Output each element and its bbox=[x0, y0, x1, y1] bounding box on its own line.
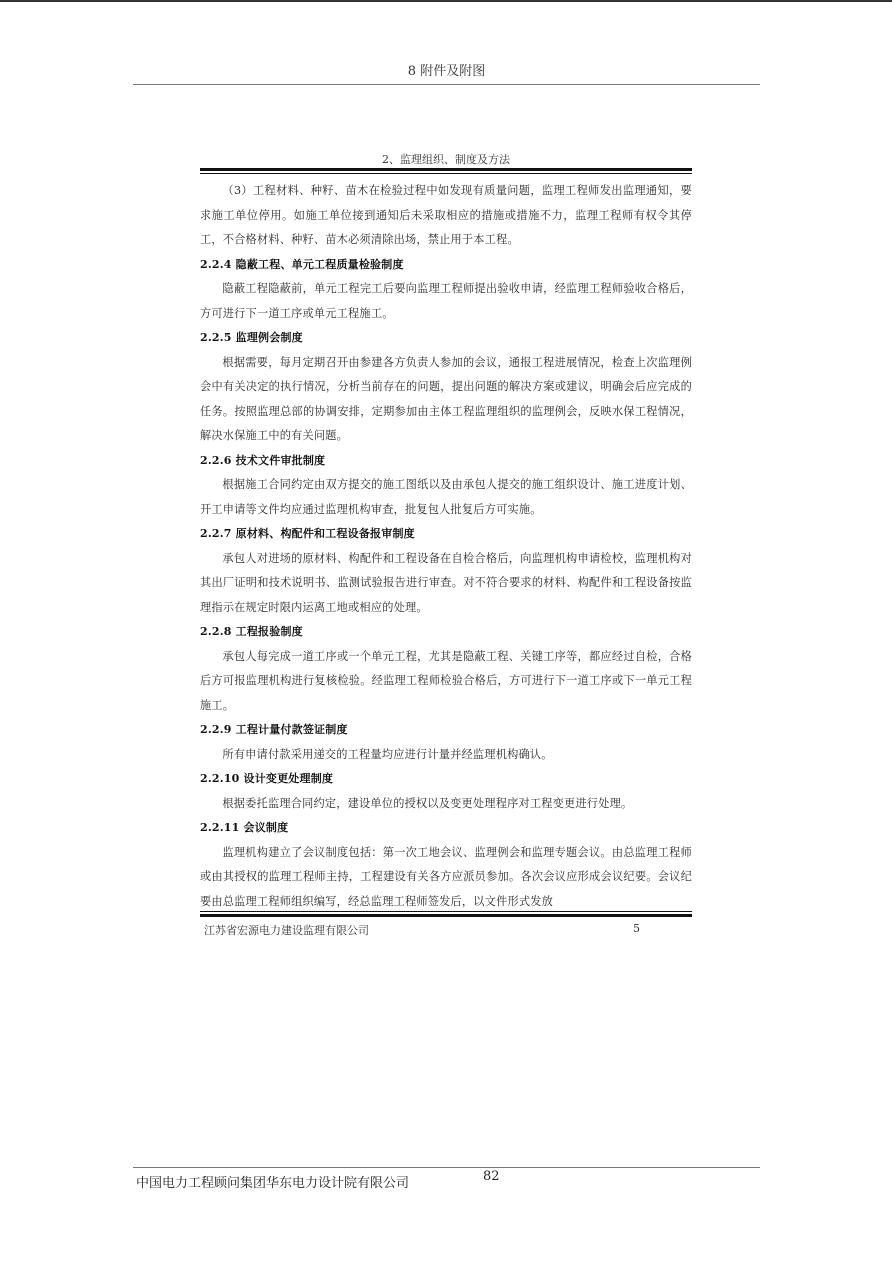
section-text-2-2-5: 根据需要，每月定期召开由参建各方负责人参加的会议，通报工程进展情况，检查上次监理例会中有关决定的执行情况，分析当前存在的问题，提出问题的解决方案或建议，明确会后应完成的任务。按照监理总部的协调安排，定期参加由主体工程监理组织的监理例会，反映水保工程情况，解决水保施工中的有关问题。 bbox=[200, 355, 692, 442]
section-title-2-2-7: 2.2.7 原材料、构配件和工程设备报审制度 bbox=[200, 527, 415, 540]
inner-page-header: 2、监理组织、制度及方法 bbox=[382, 153, 510, 166]
section-title-2-2-5: 2.2.5 监理例会制度 bbox=[200, 331, 303, 344]
section-title-2-2-8: 2.2.8 工程报验制度 bbox=[200, 625, 303, 638]
outer-footer-company: 中国电力工程顾问集团华东电力设计院有限公司 bbox=[136, 1176, 410, 1191]
outer-header-text: 8 附件及附图 bbox=[407, 64, 486, 79]
header-thin-rule bbox=[200, 173, 692, 174]
section-title-2-2-10: 2.2.10 设计变更处理制度 bbox=[200, 772, 334, 785]
intro-paragraph: （3）工程材料、种籽、苗木在检验过程中如发现有质量问题，监理工程师发出监理通知，要求施工单位停用。如施工单位接到通知后未采取相应的措施或措施不力，监理工程师有权令其停工，不合格材料、种籽、苗木必须清除出场，禁止用于本工程。 bbox=[200, 184, 692, 246]
outer-page-number: 82 bbox=[483, 1169, 500, 1184]
footer-thin-rule bbox=[200, 911, 692, 912]
inner-footer-company: 江苏省宏源电力建设监理有限公司 bbox=[204, 924, 369, 937]
inner-footer-rule bbox=[200, 911, 692, 917]
footer-thick-rule bbox=[200, 914, 692, 917]
inner-page-number: 5 bbox=[633, 922, 640, 935]
section-title-2-2-6: 2.2.6 技术文件审批制度 bbox=[200, 453, 326, 467]
section-title-2-2-4: 2.2.4 隐蔽工程、单元工程质量检验制度 bbox=[200, 257, 404, 271]
section-title-2-2-9: 2.2.9 工程计量付款签证制度 bbox=[200, 723, 348, 736]
outer-footer-rule bbox=[133, 1167, 760, 1168]
section-title-2-2-11: 2.2.11 会议制度 bbox=[200, 821, 289, 834]
document-body bbox=[200, 179, 692, 914]
page-top-border bbox=[0, 0, 892, 2]
section-text-2-2-6: 根据施工合同约定由双方提交的施工图纸以及由承包人提交的施工组织设计、施工进度计划、开工申请等文件均应通过监理机构审查，批复包人批复后方可实施。 bbox=[200, 478, 692, 516]
section-text-2-2-11: 监理机构建立了会议制度包括：第一次工地会议、监理例会和监理专题会议。由总监理工程师或由其授权的监理工程师主持，工程建设有关各方应派员参加。各次会议应形成会议纪要。会议纪要由总监理工程师组织编写，经总监理工程师签发后，以文件形式发放 bbox=[200, 845, 692, 908]
section-text-2-2-9: 所有申请付款采用递交的工程量均应进行计量并经监理机构确认。 bbox=[222, 747, 553, 761]
header-thick-rule bbox=[200, 168, 692, 171]
section-text-2-2-10: 根据委托监理合同约定，建设单位的授权以及变更处理程序对工程变更进行处理。 bbox=[222, 796, 633, 810]
section-text-2-2-7: 承包人对进场的原材料、构配件和工程设备在自检合格后，向监理机构申请检校，监理机构对其出厂证明和技术说明书、监测试验报告进行审查。对不符合要求的材料、构配件和工程设备按监理指示在规定时限内运离工地或相应的处理。 bbox=[200, 551, 692, 614]
section-text-2-2-8: 承包人每完成一道工序或一个单元工程，尤其是隐蔽工程、关键工序等，都应经过自检，合格后方可报监理机构进行复核检验。经监理工程师检验合格后，方可进行下一道工序或下一单元工程施工。 bbox=[200, 649, 692, 712]
outer-page-header bbox=[133, 60, 760, 85]
section-text-2-2-4: 隐蔽工程隐蔽前，单元工程完工后要向监理工程师提出验收申请，经监理工程师验收合格后，方可进行下一道工序或单元工程施工。 bbox=[200, 282, 692, 320]
embedded-document-page bbox=[200, 151, 692, 914]
